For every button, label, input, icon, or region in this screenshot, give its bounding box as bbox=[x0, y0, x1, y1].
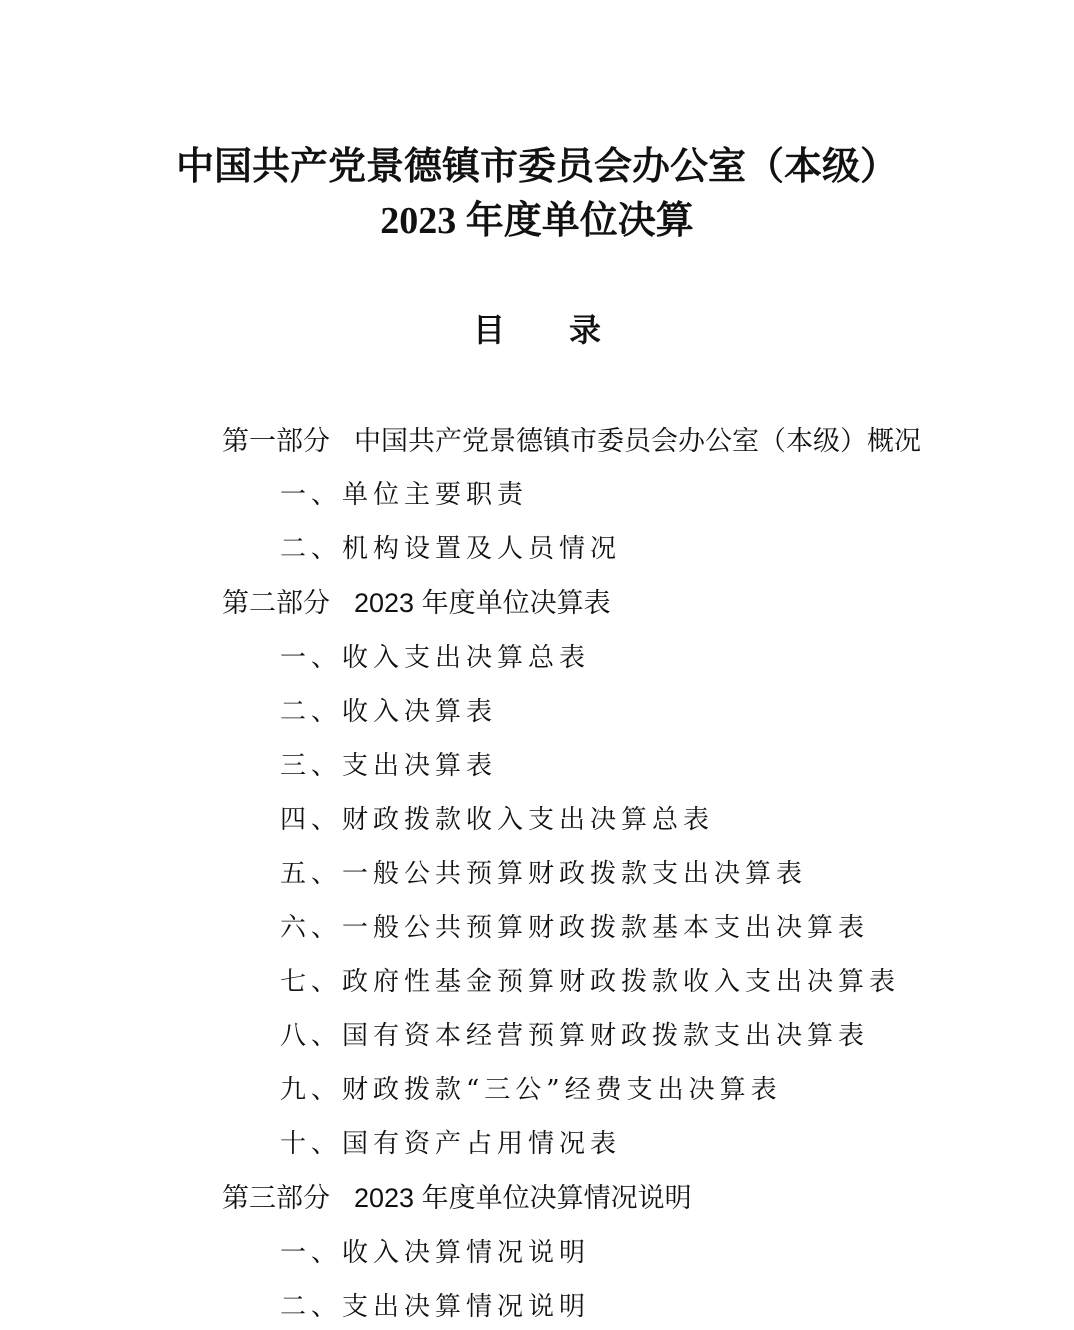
document-title-line-1: 中国共产党景德镇市委员会办公室（本级） bbox=[175, 146, 898, 188]
toc-part-3-title: 2023 年度单位决算情况说明 bbox=[354, 1183, 692, 1213]
toc-item: 六、一般公共预算财政拨款基本支出决算表 bbox=[280, 913, 870, 943]
toc-part-2-label: 第二部分 bbox=[222, 588, 330, 618]
toc-item: 十、国有资产占用情况表 bbox=[280, 1129, 622, 1159]
toc-item: 七、政府性基金预算财政拨款收入支出决算表 bbox=[280, 967, 901, 997]
toc-item: 五、一般公共预算财政拨款支出决算表 bbox=[280, 859, 808, 889]
toc-part-1-label: 第一部分 bbox=[222, 426, 330, 456]
toc-part-1 bbox=[222, 428, 921, 455]
toc-item: 一、收入决算情况说明 bbox=[280, 1238, 591, 1268]
toc-item: 二、支出决算情况说明 bbox=[280, 1292, 591, 1322]
toc-item: 一、收入支出决算总表 bbox=[280, 643, 591, 673]
document-title-line-2: 2023 年度单位决算 bbox=[380, 200, 694, 242]
toc-part-2-title: 2023 年度单位决算表 bbox=[354, 588, 611, 618]
toc-item: 一、单位主要职责 bbox=[280, 480, 529, 510]
toc-part-1-title: 中国共产党景德镇市委员会办公室（本级）概况 bbox=[354, 426, 921, 456]
toc-part-2 bbox=[222, 590, 611, 617]
toc-item: 八、国有资本经营预算财政拨款支出决算表 bbox=[280, 1021, 870, 1051]
toc-item: 三、支出决算表 bbox=[280, 751, 498, 781]
toc-item: 四、财政拨款收入支出决算总表 bbox=[280, 805, 715, 835]
toc-heading: 目 录 bbox=[472, 312, 601, 348]
toc-part-3-label: 第三部分 bbox=[222, 1183, 330, 1213]
toc-item: 二、收入决算表 bbox=[280, 697, 498, 727]
toc-part-3 bbox=[222, 1185, 692, 1212]
toc-item: 二、机构设置及人员情况 bbox=[280, 534, 622, 564]
toc-item: 九、财政拨款“三公”经费支出决算表 bbox=[280, 1075, 782, 1105]
